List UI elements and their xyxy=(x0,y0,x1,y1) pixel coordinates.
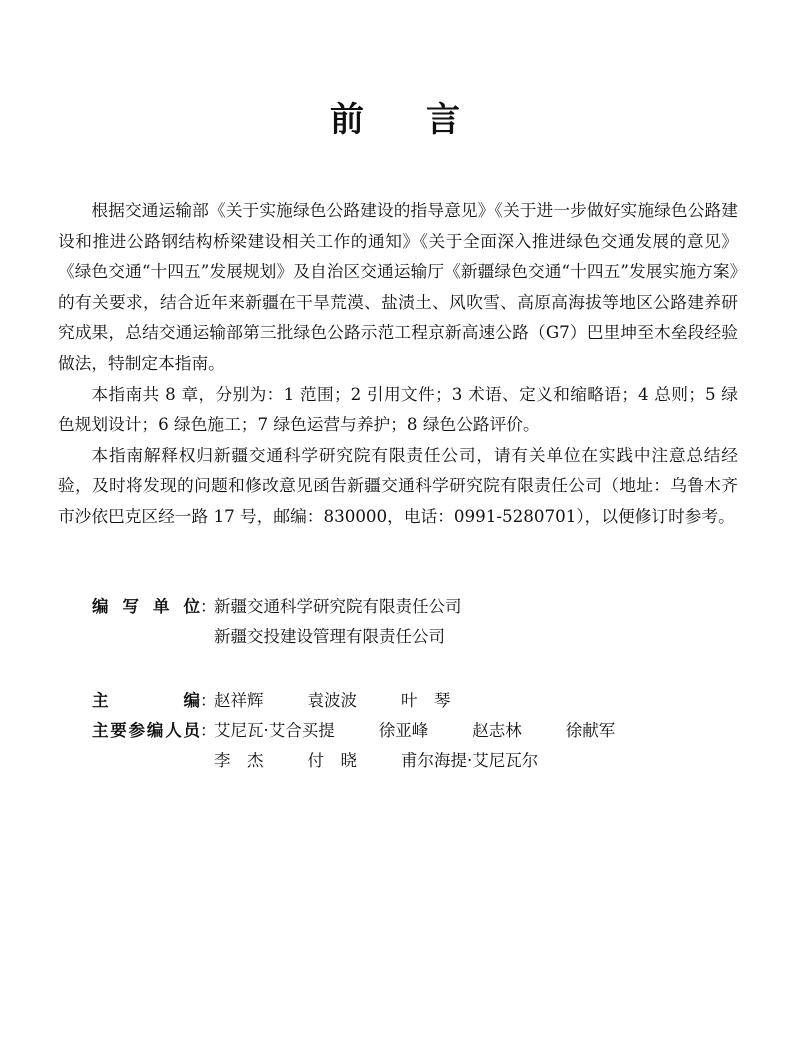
credits-editors xyxy=(92,686,659,776)
editor-name: 叶 琴 xyxy=(401,691,451,710)
participant-name: 甫尔海提·艾尼瓦尔 xyxy=(401,751,539,770)
participant-name: 付 晓 xyxy=(307,751,357,770)
page-title xyxy=(0,92,790,148)
credit-row-units-2 xyxy=(214,622,462,652)
units-label: 编写单位 xyxy=(92,597,200,616)
participant-names-row-1 xyxy=(214,716,659,746)
units-colon: ： xyxy=(200,597,217,616)
participant-name: 赵志林 xyxy=(472,721,522,740)
credits-units xyxy=(92,592,462,652)
paragraph-1: 根据交通运输部《关于实施绿色公路建设的指导意见》《关于进一步做好实施绿色公路建设和推进公路钢结构桥梁建设相关工作的通知》《关于全面深入推进绿色交通发展的意见》《绿色交通“十四五”发展规划》及自治区交通运输厅《新疆绿色交通“十四五”发展实施方案》的有关要求，结合近年来新疆在干旱荒漠、盐渍土、风吹雪、高原高海拔等地区公路建养研究成果，总结交通运输部第三批绿色公路示范工程京新高速公路（G7）巴里坤至木垒段经验做法，特制定本指南。 xyxy=(58,200,738,373)
credit-row-editor xyxy=(92,686,659,716)
editor-label: 主编 xyxy=(92,691,200,710)
participant-name: 李 杰 xyxy=(214,751,264,770)
title-char-1: 前 xyxy=(330,100,364,140)
unit-1: 新疆交通科学研究院有限责任公司 xyxy=(214,597,462,616)
paragraph-2: 本指南共 8 章，分别为：1 范围；2 引用文件；3 术语、定义和缩略语；4 总则；5 绿色规划设计；6 绿色施工；7 绿色运营与养护；8 绿色公路评价。 xyxy=(58,383,738,435)
participant-names-row-2 xyxy=(214,746,582,776)
paragraph-3: 本指南解释权归新疆交通科学研究院有限责任公司，请有关单位在实践中注意总结经验，及时将发现的问题和修改意见函告新疆交通科学研究院有限责任公司（地址：乌鲁木齐市沙依巴克区经一路 17 号，邮编：830000，电话：0991-5280701），以便修订时参考。 xyxy=(58,444,738,526)
participants-colon: ： xyxy=(200,721,217,740)
editor-colon: ： xyxy=(200,691,217,710)
editor-names xyxy=(214,686,495,716)
credit-row-units xyxy=(92,592,462,622)
participant-name: 徐亚峰 xyxy=(378,721,429,740)
editor-name: 袁波波 xyxy=(307,691,357,710)
title-char-2: 言 xyxy=(426,100,460,140)
editor-name: 赵祥辉 xyxy=(214,691,264,710)
participant-name: 徐献军 xyxy=(565,721,616,740)
credit-row-participants-2 xyxy=(214,746,659,776)
unit-2: 新疆交投建设管理有限责任公司 xyxy=(214,627,445,646)
preface-body xyxy=(58,195,738,532)
participants-label: 主要参编人员 xyxy=(92,721,200,740)
participant-name: 艾尼瓦·艾合买提 xyxy=(214,721,335,740)
credit-row-participants xyxy=(92,716,659,746)
